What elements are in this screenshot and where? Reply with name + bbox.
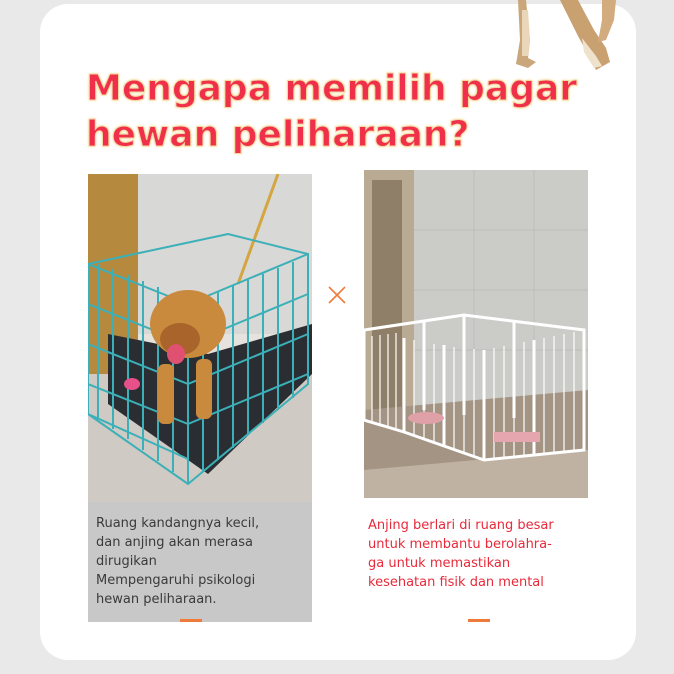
- right-caption-line: Anjing berlari di ruang besar: [368, 518, 554, 533]
- left-accent-bar: [180, 619, 202, 622]
- x-icon: [326, 284, 348, 306]
- right-accent-bar: [468, 619, 490, 622]
- left-caption-text: [96, 514, 306, 609]
- right-caption-line: kesehatan fisik dan mental: [368, 575, 544, 590]
- left-caption-line: Mempengaruhi psikologi: [96, 573, 256, 588]
- pet-playpen-photo: [364, 170, 588, 498]
- left-caption-line: dan anjing akan merasa: [96, 535, 253, 550]
- left-caption-line: hewan peliharaan.: [96, 592, 217, 607]
- headline-line-1: Mengapa memilih pagar: [86, 68, 578, 109]
- left-caption-box: [88, 502, 312, 622]
- dog-in-cage-photo: [88, 174, 312, 502]
- left-caption-line: Ruang kandangnya kecil,: [96, 516, 260, 531]
- right-caption-line: ga untuk memastikan: [368, 556, 511, 571]
- right-caption-line: untuk membantu berolahra-: [368, 537, 552, 552]
- left-caption-line: dirugikan: [96, 554, 157, 569]
- right-caption-text: [368, 516, 608, 592]
- headline-line-2: hewan peliharaan?: [86, 114, 470, 155]
- headline: [86, 66, 606, 158]
